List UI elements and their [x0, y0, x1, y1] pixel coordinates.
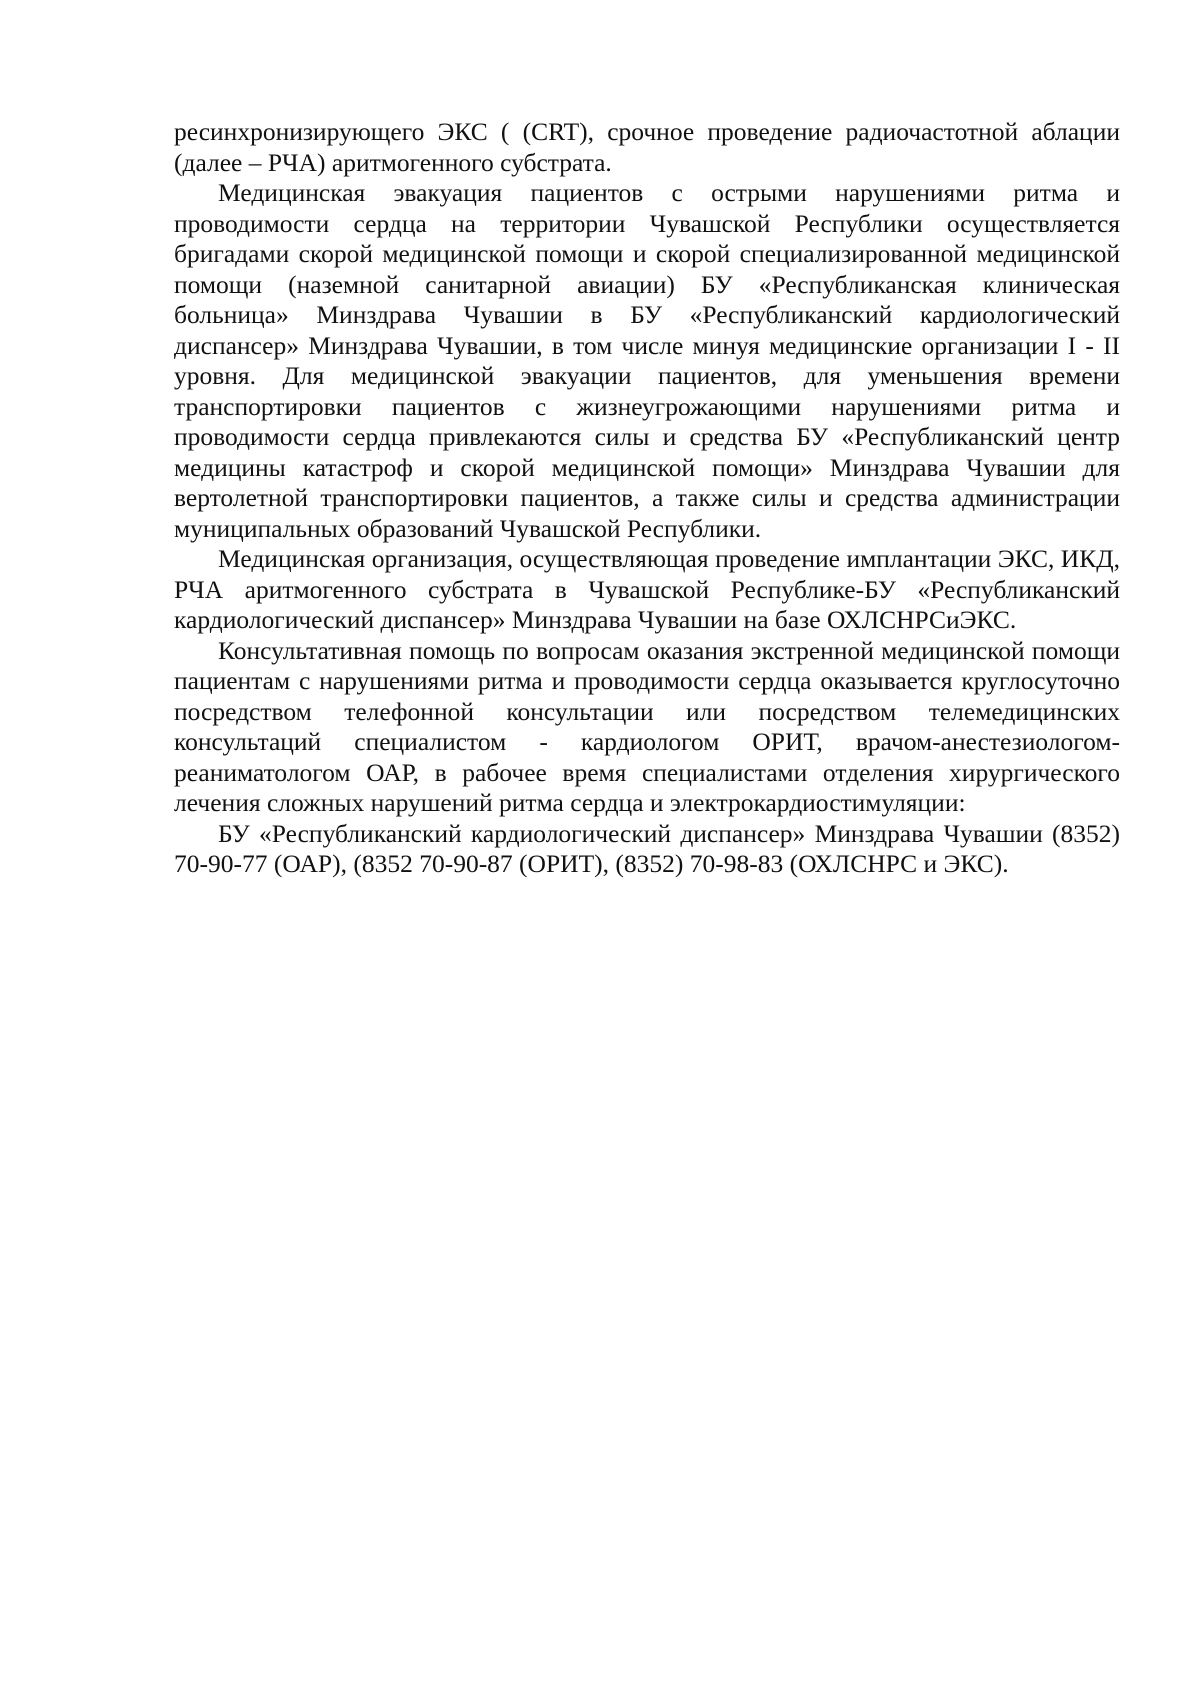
document-body [174, 117, 1120, 880]
paragraph-medical-evacuation: Медицинская эвакуация пациентов с острыми нарушениями ритма и проводимости сердца на территории Чувашской Республики осуществляется бригадами скорой медицинской помощи и скорой специализированной медицинской помощи (наземной санитарной авиации) БУ «Республиканская клиническая больница» Минздрава Чувашии в БУ «Республиканский кардиологический диспансер» Минздрава Чувашии, в том числе минуя медицинские организации I - II уровня. Для медицинской эвакуации пациентов, для уменьшения времени транспортировки пациентов с жизнеугрожающими нарушениями ритма и проводимости сердца привлекаются силы и средства БУ «Республиканский центр медицины катастроф и скорой медицинской помощи» Минздрава Чувашии для вертолетной транспортировки пациентов, а также силы и средства администрации муниципальных образований Чувашской Республики. [174, 178, 1120, 543]
paragraph-implantation-organization: Медицинская организация, осуществляющая проведение имплантации ЭКС, ИКД, РЧА аритмогенного субстрата в Чувашской Республике-БУ «Республиканский кардиологический диспансер» Минздрава Чувашии на базе ОХЛСНРСиЭКС. [174, 544, 1120, 634]
paragraph-crt-continuation: ресинхронизирующего ЭКС ( (CRT), срочное проведение радиочастотной аблации (далее – РЧА) аритмогенного субстрата. [174, 117, 1120, 177]
paragraph-consultative-help: Консультативная помощь по вопросам оказания экстренной медицинской помощи пациентам с нарушениями ритма и проводимости сердца оказывается круглосуточно посредством телефонной консультации или посредством телемедицинских консультаций специалистом - кардиологом ОРИТ, врачом-анестезиологом-реаниматологом ОАР, в рабочее время специалистами отделения хирургического лечения сложных нарушений ритма сердца и электрокардиостимуляции: [174, 635, 1120, 817]
paragraph-contact-phones: БУ «Республиканский кардиологический диспансер» Минздрава Чувашии (8352) 70-90-77 (ОАР), (8352 70-90-87 (ОРИТ), (8352) 70-98-83 (ОХЛСНРС и ЭКС). [174, 818, 1120, 878]
